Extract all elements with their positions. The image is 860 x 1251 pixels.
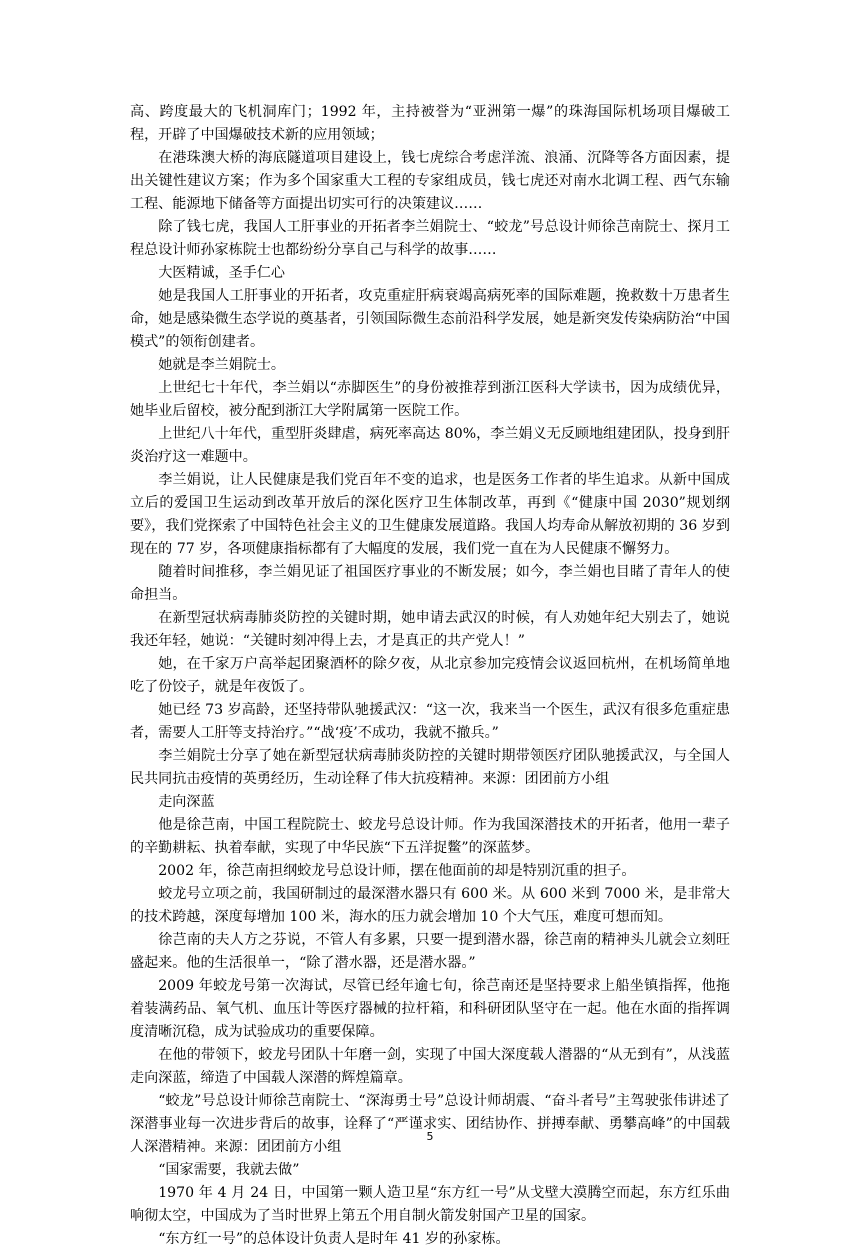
paragraph: 他是徐芑南，中国工程院院士、蛟龙号总设计师。作为我国深潜技术的开拓者，他用一辈子的辛勤耕耘、执着奉献，实现了中华民族“下五洋捉鳖”的深蓝梦。 xyxy=(130,817,730,856)
paragraph: 她就是李兰娟院士。 xyxy=(158,357,286,373)
paragraph: 徐芑南的夫人方之芬说，不管人有多累，只要一提到潜水器，徐芑南的精神头儿就会立刻旺盛起来。他的生活很单一，“除了潜水器，还是潜水器。” xyxy=(130,932,730,971)
paragraph: “蛟龙”号总设计师徐芑南院士、“深海勇士号”总设计师胡震、“奋斗者号”主驾驶张伟讲述了深潜事业每一次进步背后的故事，诠释了“严谨求实、团结协作、拼搏奉献、勇攀高峰”的中国载人深潜精神。来源：团团前方小组 xyxy=(130,1093,730,1155)
paragraph: 2009 年蛟龙号第一次海试，尽管已经年逾七旬，徐芑南还是坚持要求上船坐镇指挥，他拖着装满药品、氧气机、血压计等医疗器械的拉杆箱，和科研团队坚守在一起。他在水面的指挥调度清晰沉稳，成为试验成功的重要保障。 xyxy=(130,978,730,1040)
article-body xyxy=(130,101,730,1251)
paragraph: 蛟龙号立项之前，我国研制过的最深潜水器只有 600 米。从 600 米到 7000 米，是非常大的技术跨越，深度每增加 100 米，海水的压力就会增加 10 个大气压，难度可想而知。 xyxy=(130,886,730,925)
paragraph: 李兰娟院士分享了她在新型冠状病毒肺炎防控的关键时期带领医疗团队驰援武汉，与全国人民共同抗击疫情的英勇经历，生动诠释了伟大抗疫精神。来源：团团前方小组 xyxy=(130,748,730,787)
paragraph: 走向深蓝 xyxy=(158,794,215,810)
paragraph: “国家需要，我就去做” xyxy=(158,1162,300,1178)
page-number: 5 xyxy=(426,1130,434,1143)
paragraph: 她，在千家万户高举起团聚酒杯的除夕夜，从北京参加完疫情会议返回杭州，在机场简单地吃了份饺子，就是年夜饭了。 xyxy=(130,656,730,695)
paragraph: 李兰娟说，让人民健康是我们党百年不变的追求，也是医务工作者的毕生追求。从新中国成立后的爱国卫生运动到改革开放后的深化医疗卫生体制改革，再到《“健康中国 2030”规划纲要》，我们党探索了中国特色社会主义的卫生健康发展道路。我国人均寿命从解放初期的 36 岁到现在的 77 岁，各项健康指标都有了大幅度的发展，我们党一直在为人民健康不懈努力。 xyxy=(130,472,730,557)
paragraph: 在港珠澳大桥的海底隧道项目建设上，钱七虎综合考虑洋流、浪涌、沉降等各方面因素，提出关键性建议方案；作为多个国家重大工程的专家组成员，钱七虎还对南水北调工程、西气东输工程、能源地下储备等方面提出切实可行的决策建议…… xyxy=(130,150,730,212)
paragraph: 大医精诚，圣手仁心 xyxy=(158,265,286,281)
paragraph: 除了钱七虎，我国人工肝事业的开拓者李兰娟院士、“蛟龙”号总设计师徐芑南院士、探月工程总设计师孙家栋院士也都纷纷分享自己与科学的故事…… xyxy=(130,219,730,258)
paragraph: 她已经 73 岁高龄，还坚持带队驰援武汉：“这一次，我来当一个医生，武汉有很多危重症患者，需要人工肝等支持治疗。”“战‘疫’不成功，我就不撤兵。” xyxy=(130,702,730,741)
paragraph: “东方红一号”的总体设计负责人是时年 41 岁的孙家栋。 xyxy=(158,1231,510,1247)
paragraph: 高、跨度最大的飞机洞库门；1992 年，主持被誉为“亚洲第一爆”的珠海国际机场项目爆破工程，开辟了中国爆破技术新的应用领域； xyxy=(130,104,730,143)
paragraph: 1970 年 4 月 24 日，中国第一颗人造卫星“东方红一号”从戈壁大漠腾空而起，东方红乐曲响彻太空，中国成为了当时世界上第五个用自制火箭发射国产卫星的国家。 xyxy=(130,1185,730,1224)
paragraph: 上世纪七十年代，李兰娟以“赤脚医生”的身份被推荐到浙江医科大学读书，因为成绩优异，她毕业后留校，被分配到浙江大学附属第一医院工作。 xyxy=(130,380,730,419)
paragraph: 在他的带领下，蛟龙号团队十年磨一剑，实现了中国大深度载人潜器的“从无到有”，从浅蓝走向深蓝，缔造了中国载人深潜的辉煌篇章。 xyxy=(130,1047,730,1086)
paragraph: 随着时间推移，李兰娟见证了祖国医疗事业的不断发展；如今，李兰娟也目睹了青年人的使命担当。 xyxy=(130,564,730,603)
paragraph: 2002 年，徐芑南担纲蛟龙号总设计师，摆在他面前的却是特别沉重的担子。 xyxy=(158,863,636,879)
paragraph: 她是我国人工肝事业的开拓者，攻克重症肝病衰竭高病死率的国际难题，挽救数十万患者生命，她是感染微生态学说的奠基者，引领国际微生态前沿科学发展，她是新突发传染病防治“中国模式”的领衔创建者。 xyxy=(130,288,730,350)
paragraph: 在新型冠状病毒肺炎防控的关键时期，她申请去武汉的时候，有人劝她年纪大别去了，她说我还年轻，她说：“关键时刻冲得上去，才是真正的共产党人！” xyxy=(130,610,730,649)
paragraph: 上世纪八十年代，重型肝炎肆虐，病死率高达 80%，李兰娟义无反顾地组建团队，投身到肝炎治疗这一难题中。 xyxy=(130,426,730,465)
